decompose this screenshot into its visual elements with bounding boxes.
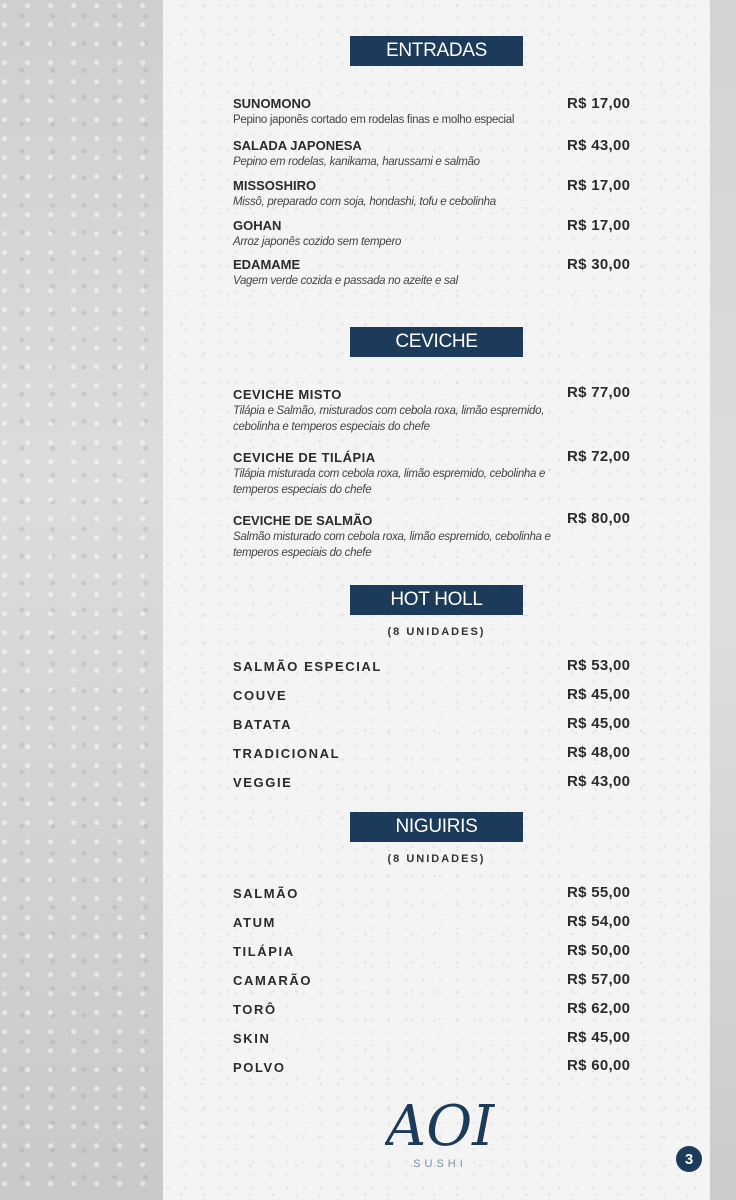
- section-header-ceviche: CEVICHE: [350, 327, 523, 357]
- menu-item-name: MISSOSHIRO: [233, 178, 317, 193]
- section-subtitle: (8 UNIDADES): [387, 626, 486, 638]
- menu-item-name: CAMARÃO: [233, 973, 313, 988]
- menu-item-description: Vagem verde cozida e passada no azeite e sal: [233, 275, 458, 287]
- section-subtitle: (8 UNIDADES): [387, 853, 486, 865]
- menu-item-price: R$ 62,00: [567, 1000, 631, 1017]
- menu-item-price: R$ 60,00: [567, 1057, 631, 1074]
- aoi-sushi-logo: [385, 1090, 495, 1170]
- menu-item-name: TRADICIONAL: [233, 746, 341, 761]
- menu-item-price: R$ 53,00: [567, 657, 631, 674]
- menu-item-description: Arroz japonês cozido sem tempero: [233, 236, 402, 248]
- menu-item-name: EDAMAME: [233, 257, 301, 272]
- menu-item-name: CEVICHE MISTO: [233, 387, 342, 402]
- menu-item-price: R$ 43,00: [567, 773, 631, 790]
- menu-item-price: R$ 17,00: [567, 217, 631, 234]
- menu-item-price: R$ 57,00: [567, 971, 631, 988]
- menu-item-price: R$ 30,00: [567, 256, 631, 273]
- textured-wall-left: [0, 0, 163, 1200]
- menu-item-price: R$ 45,00: [567, 1029, 631, 1046]
- menu-item-price: R$ 45,00: [567, 715, 631, 732]
- section-header-hot-holl: HOT HOLL: [350, 585, 523, 615]
- menu-item-name: SALADA JAPONESA: [233, 138, 362, 153]
- menu-item-price: R$ 50,00: [567, 942, 631, 959]
- textured-wall-right: [710, 0, 736, 1200]
- menu-item-name: TORÔ: [233, 1002, 277, 1017]
- menu-item-price: R$ 77,00: [567, 384, 631, 401]
- menu-item-name: BATATA: [233, 717, 293, 732]
- page-number-badge: 3: [676, 1146, 702, 1172]
- menu-item-name: SALMÃO ESPECIAL: [233, 659, 382, 674]
- menu-item-price: R$ 45,00: [567, 686, 631, 703]
- menu-item-name: COUVE: [233, 688, 288, 703]
- logo-tagline-text: SUSHI: [413, 1158, 467, 1170]
- menu-item-name: CEVICHE DE TILÁPIA: [233, 450, 376, 465]
- menu-item-price: R$ 80,00: [567, 510, 631, 527]
- menu-item-price: R$ 17,00: [567, 95, 631, 112]
- menu-item-price: R$ 55,00: [567, 884, 631, 901]
- menu-item-name: SKIN: [233, 1031, 271, 1046]
- section-header-entradas: ENTRADAS: [350, 36, 523, 66]
- menu-item-name: ATUM: [233, 915, 276, 930]
- menu-item-description: Pepino japonês cortado em rodelas finas e molho especial: [233, 114, 515, 126]
- menu-item-name: GOHAN: [233, 218, 282, 233]
- menu-item-price: R$ 48,00: [567, 744, 631, 761]
- menu-item-price: R$ 54,00: [567, 913, 631, 930]
- menu-item-name: SUNOMONO: [233, 96, 311, 111]
- menu-item-price: R$ 43,00: [567, 137, 631, 154]
- menu-item-name: CEVICHE DE SALMÃO: [233, 513, 373, 528]
- menu-item-description: Pepino em rodelas, kanikama, harussami e salmão: [233, 156, 480, 168]
- menu-item-description: Salmão misturado com cebola roxa, limão espremido, cebolinha e temperos especiais do chefe: [233, 531, 551, 559]
- logo-brand-text: AOI: [385, 1094, 495, 1159]
- menu-item-name: VEGGIE: [233, 775, 293, 790]
- menu-item-price: R$ 72,00: [567, 448, 631, 465]
- menu-item-description: Tilápia e Salmão, misturados com cebola roxa, limão espremido, cebolinha e temperos especiais do chefe: [233, 405, 545, 433]
- section-header-niguiris: NIGUIRIS: [350, 812, 523, 842]
- menu-item-name: POLVO: [233, 1060, 286, 1075]
- menu-item-price: R$ 17,00: [567, 177, 631, 194]
- menu-item-name: TILÁPIA: [233, 944, 295, 959]
- menu-item-name: SALMÃO: [233, 886, 299, 901]
- menu-item-description: Tilápia misturada com cebola roxa, limão espremido, cebolinha e temperos especiais do chefe: [233, 468, 546, 496]
- menu-item-description: Missô, preparado com soja, hondashi, tofu e cebolinha: [233, 196, 496, 208]
